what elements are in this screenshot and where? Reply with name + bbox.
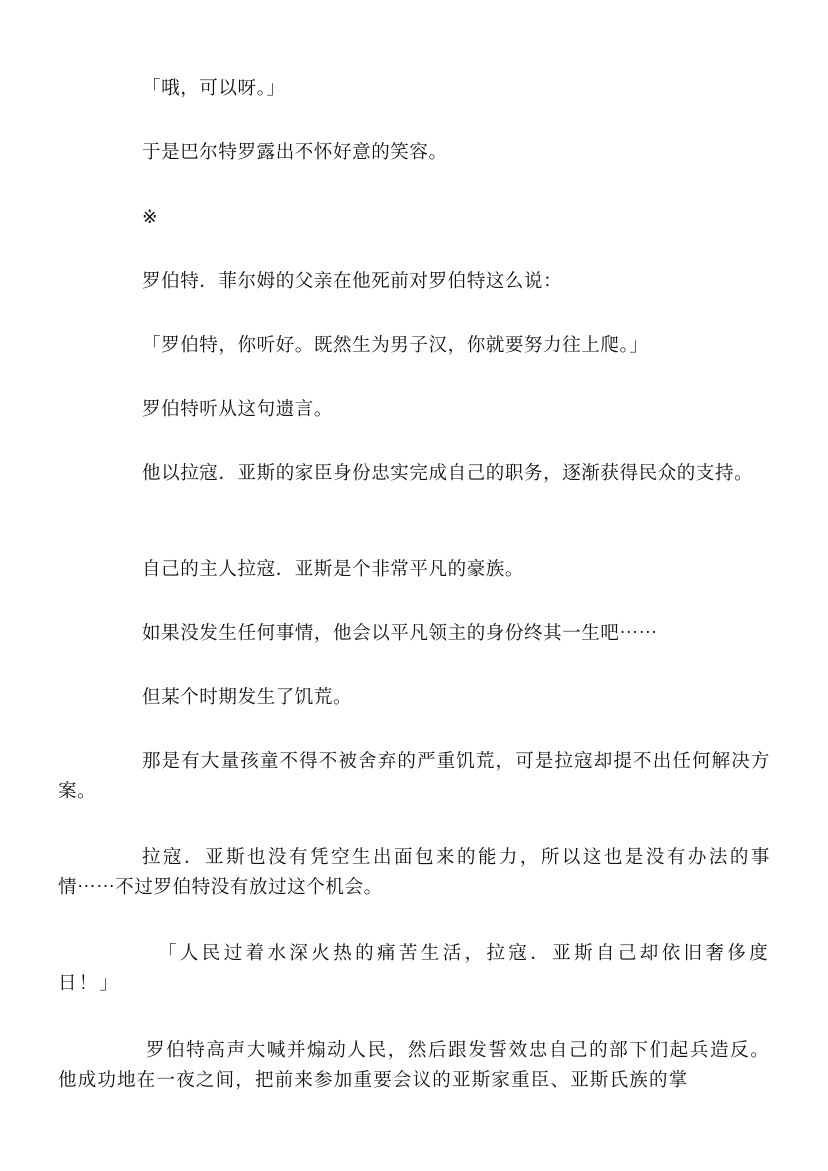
paragraph-6: 他以拉寇．亚斯的家臣身份忠实完成自己的职务，逐渐获得民众的支持。 — [142, 463, 754, 484]
paragraph-9: 但某个时期发生了饥荒。 — [142, 687, 353, 708]
paragraph-5: 罗伯特听从这句遗言。 — [142, 399, 334, 420]
paragraph-13: 罗伯特高声大喊并煽动人民，然后跟发誓效忠自己的部下们起兵造反。他成功地在一夜之间，把前来参加重要会议的亚斯家重臣、亚斯氏族的掌 — [58, 1040, 770, 1091]
paragraph-7: 自己的主人拉寇．亚斯是个非常平凡的豪族。 — [142, 559, 525, 580]
paragraph-3: 罗伯特．菲尔姆的父亲在他死前对罗伯特这么说： — [142, 271, 563, 292]
paragraph-4: 「罗伯特，你听好。既然生为男子汉，你就要努力往上爬。」 — [142, 335, 649, 356]
paragraph-8: 如果没发生任何事情，他会以平凡领主的身份终其一生吧⋯⋯ — [142, 623, 658, 644]
paragraph-11: 拉寇．亚斯也没有凭空生出面包来的能力，所以这也是没有办法的事情⋯⋯不过罗伯特没有放过这个机会。 — [58, 847, 770, 898]
paragraph-1: 「哦，可以呀。」 — [142, 78, 286, 99]
paragraph-2: 于是巴尔特罗露出不怀好意的笑容。 — [142, 142, 448, 163]
paragraph-10: 那是有大量孩童不得不被舍弃的严重饥荒，可是拉寇却提不出任何解决方案。 — [58, 751, 770, 802]
section-break-mark: ※ — [142, 207, 159, 228]
paragraph-12: 「人民过着水深火热的痛苦生活，拉寇．亚斯自己却依旧奢侈度日！」 — [58, 943, 770, 994]
